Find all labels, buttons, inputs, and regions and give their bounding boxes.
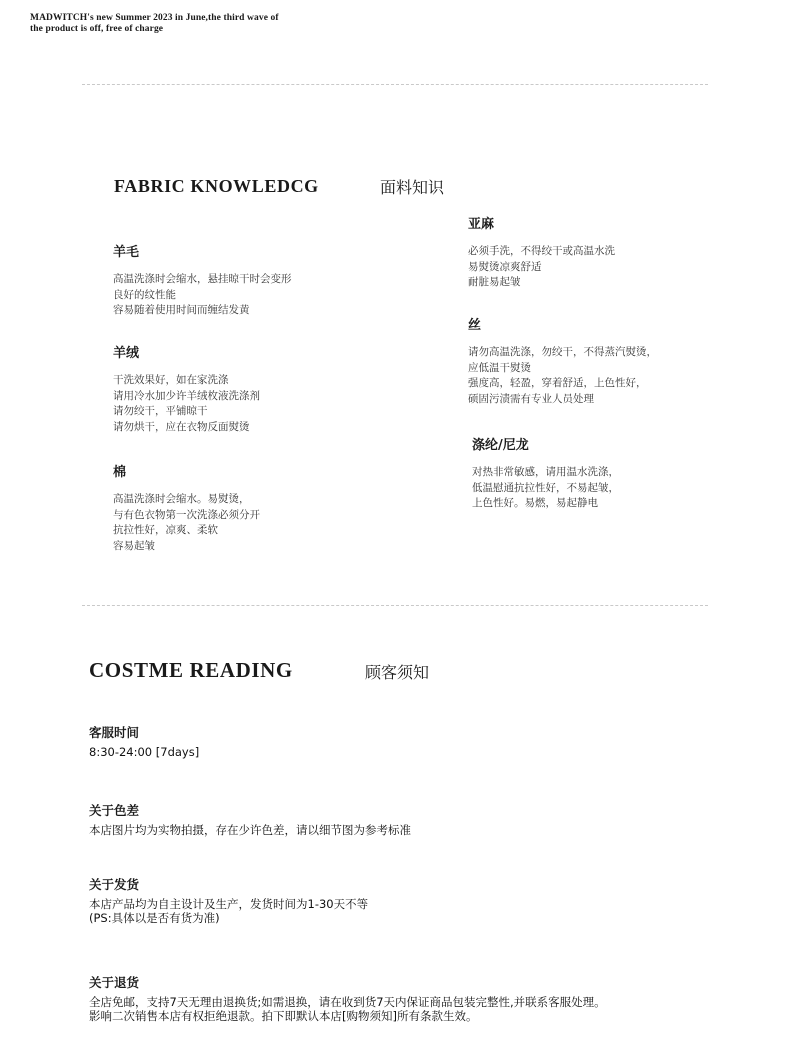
fabric-name: 涤纶/尼龙 [472,438,529,453]
fabric-title-en: FABRIC KNOWLEDCG [114,176,319,196]
fabric-item-linen [468,217,615,291]
fabric-name: 羊毛 [113,245,140,260]
notice-line: 本店图片均为实物拍摄，存在少许色差，请以细节图为参考标准 [89,823,411,837]
fabric-care-line: 抗拉性好，凉爽、柔软 [113,524,218,536]
fabric-item-cashmere [113,346,260,435]
customer-title-en: COSTME READING [89,658,293,682]
fabric-care-line: 对热非常敏感，请用温水洗涤， [472,466,619,478]
fabric-care-line: 应低温干熨烫 [468,361,531,374]
fabric-care-line: 请勿高温洗涤，勿绞干，不得蒸汽熨烫， [468,346,657,358]
notice-shipping [89,877,368,925]
section-divider [82,605,708,606]
fabric-item-wool [113,245,292,319]
notice-heading: 关于发货 [89,877,140,892]
promo-notice [30,13,330,35]
fabric-name: 亚麻 [468,217,495,232]
notice-line: the product is off, free of charge [30,24,164,34]
fabric-care-line: 与有色衣物第一次洗涤必须分开 [113,508,260,521]
customer-title-cn: 顾客须知 [365,663,430,682]
fabric-care-line: 容易起皱 [113,539,155,552]
fabric-care-line: 良好的纹性能 [113,288,176,301]
notice-returns [89,975,606,1023]
fabric-item-silk [468,318,657,407]
fabric-care-line: 高温洗涤时会缩水。易熨烫， [113,493,250,505]
notice-heading: 关于退货 [89,975,140,990]
fabric-care-line: 强度高，轻盈，穿着舒适，上色性好， [468,377,647,389]
fabric-item-polyester-nylon [472,438,619,512]
fabric-name: 羊绒 [113,346,140,361]
notice-line: 本店产品均为自主设计及生产，发货时间为1-30天不等 [89,897,369,911]
section-divider [82,84,708,85]
notice-line: 全店免邮，支持7天无理由退换货;如需退换，请在收到货7天内保证商品包装完整性,并联系客服处理。 [89,995,606,1009]
notice-color-difference [89,803,411,837]
fabric-care-line: 耐脏易起皱 [468,276,521,288]
fabric-care-line: 低温慰通抗拉性好，不易起皱， [472,481,619,494]
notice-line: 8:30-24:00 [7days] [89,745,200,759]
notice-line: 影响二次销售本店有权拒绝退款。拍下即默认本店[购物须知]所有条款生效。 [89,1009,478,1023]
notice-heading: 客服时间 [89,725,140,740]
fabric-care-line: 必须手洗，不得绞干或高温水洗 [468,245,615,257]
notice-line: (PS:具体以是否有货为准) [89,911,220,925]
fabric-care-line: 硕固污渍需有专业人员处理 [468,392,594,405]
fabric-care-line: 请用冷水加少许羊绒枚液洗涤剂 [113,389,260,402]
notice-heading: 关于色差 [89,803,140,818]
fabric-care-line: 易熨烫凉爽舒适 [468,260,542,273]
fabric-care-line: 高温洗涤时会缩水，悬挂晾干时会变形 [113,273,292,285]
notice-line: MADWITCH's new Summer 2023 in June,the third wave of [30,13,279,23]
fabric-title-cn: 面料知识 [380,178,445,197]
fabric-care-line: 上色性好。易燃，易起静电 [472,497,598,509]
fabric-name: 棉 [113,465,127,480]
fabric-care-line: 干洗效果好，如在家洗涤 [113,374,229,386]
fabric-care-line: 请勿烘干，应在衣物反面熨烫 [113,420,250,433]
notice-service-hours [89,725,199,759]
fabric-name: 丝 [468,318,482,333]
fabric-care-line: 请勿绞干，平铺晾干 [113,405,208,417]
fabric-care-line: 容易随着使用时间而缠结发黄 [113,304,250,316]
fabric-item-cotton [113,465,260,554]
